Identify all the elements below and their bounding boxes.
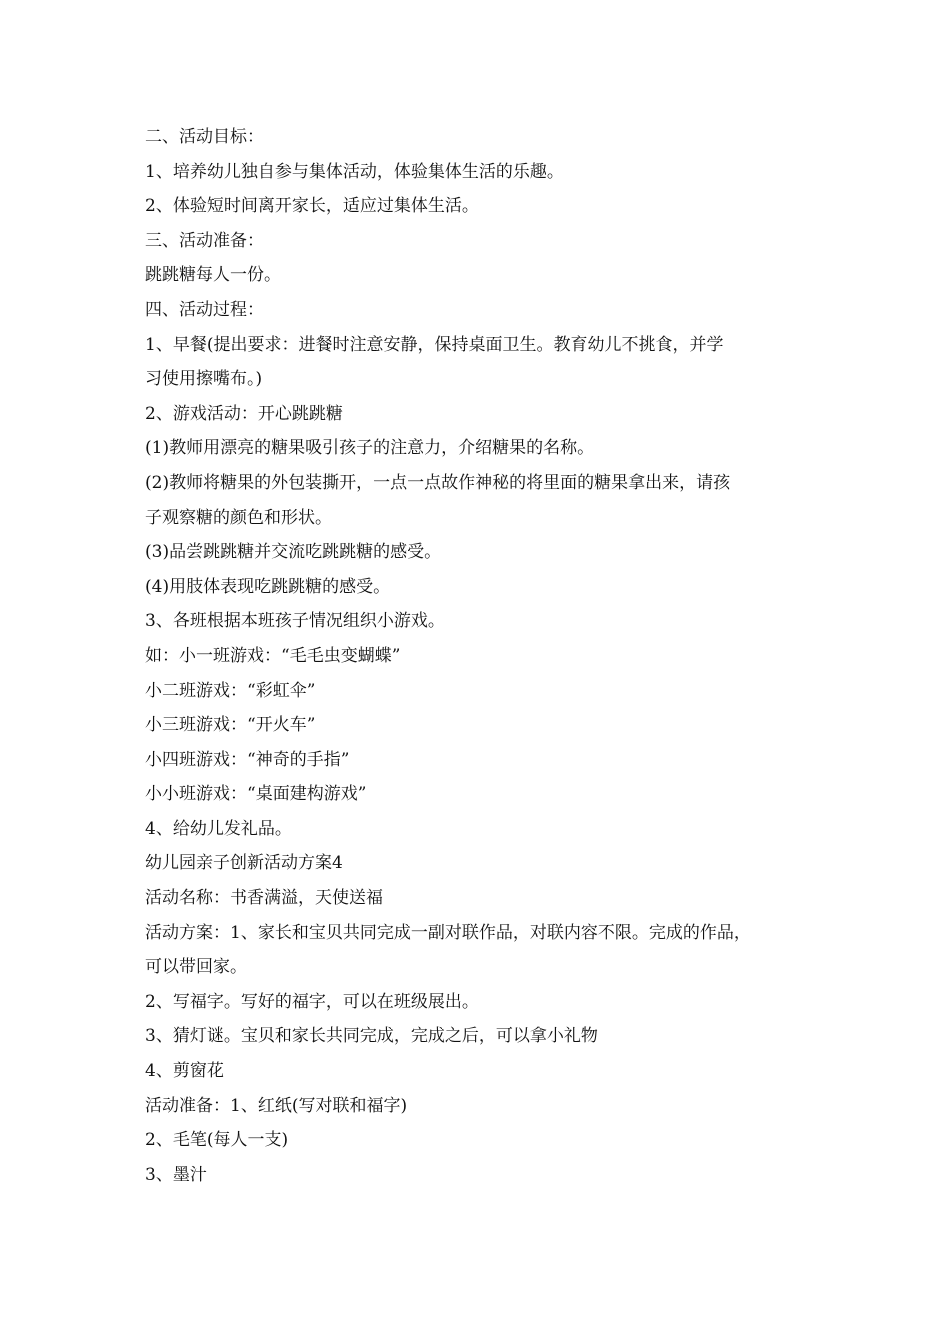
paragraph: 小小班游戏：“桌面建构游戏” <box>145 784 367 805</box>
paragraph: 3、墨汁 <box>145 1164 207 1185</box>
paragraph: 活动方案：1、家长和宝贝共同完成一副对联作品，对联内容不限。完成的作品， <box>145 922 751 943</box>
paragraph: 小四班游戏：“神奇的手指” <box>145 749 350 770</box>
paragraph: 3、猜灯谜。宝贝和家长共同完成，完成之后，可以拿小礼物 <box>145 1026 598 1047</box>
paragraph: 子观察糖的颜色和形状。 <box>145 507 332 528</box>
paragraph: 小三班游戏：“开火车” <box>145 715 316 736</box>
paragraph: 3、各班根据本班孩子情况组织小游戏。 <box>145 611 445 632</box>
paragraph: 习使用擦嘴布。) <box>145 369 263 390</box>
paragraph: (1)教师用漂亮的糖果吸引孩子的注意力，介绍糖果的名称。 <box>145 438 595 459</box>
section-heading-preparation: 三、活动准备： <box>145 230 264 251</box>
paragraph: 如：小一班游戏：“毛毛虫变蝴蝶” <box>145 645 401 666</box>
paragraph: 4、剪窗花 <box>145 1061 224 1082</box>
section-heading-process: 四、活动过程： <box>145 299 264 320</box>
document-body <box>145 120 825 1192</box>
section-heading-goals: 二、活动目标： <box>145 127 264 147</box>
paragraph: (3)品尝跳跳糖并交流吃跳跳糖的感受。 <box>145 542 442 563</box>
paragraph: 可以带回家。 <box>145 957 247 978</box>
paragraph: 2、游戏活动：开心跳跳糖 <box>145 403 343 424</box>
paragraph: 2、体验短时间离开家长，适应过集体生活。 <box>145 196 479 217</box>
paragraph: 1、培养幼儿独自参与集体活动，体验集体生活的乐趣。 <box>145 161 564 182</box>
paragraph: 活动名称：书香满溢，天使送福 <box>145 888 383 909</box>
paragraph: 2、写福字。写好的福字，可以在班级展出。 <box>145 991 479 1012</box>
paragraph: (2)教师将糖果的外包装撕开，一点一点故作神秘的将里面的糖果拿出来，请孩 <box>145 472 731 493</box>
paragraph: 2、毛笔(每人一支) <box>145 1130 289 1151</box>
paragraph: 活动准备：1、红纸(写对联和福字) <box>145 1095 408 1116</box>
paragraph: (4)用肢体表现吃跳跳糖的感受。 <box>145 576 391 597</box>
plan-title: 幼儿园亲子创新活动方案4 <box>145 853 343 874</box>
paragraph: 4、给幼儿发礼品。 <box>145 818 292 839</box>
paragraph: 1、早餐(提出要求：进餐时注意安静，保持桌面卫生。教育幼儿不挑食，并学 <box>145 334 724 355</box>
paragraph: 小二班游戏：“彩虹伞” <box>145 680 316 701</box>
paragraph: 跳跳糖每人一份。 <box>145 265 281 286</box>
